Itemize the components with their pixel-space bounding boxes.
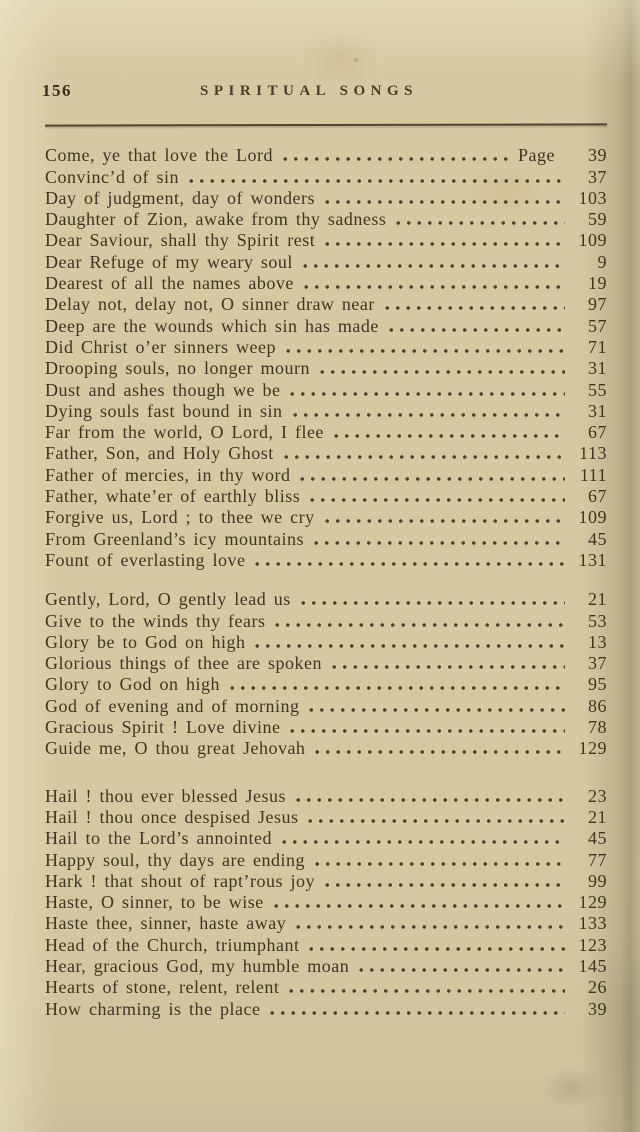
entry-title: Dying souls fast bound in sin [45,400,283,421]
entry-page-number: 145 [578,955,607,976]
index-section [45,145,607,571]
dot-leader [322,518,565,524]
entry-page-number: 67 [588,486,607,507]
index-entry [45,632,607,653]
index-entry [45,251,607,272]
entry-page-number: 86 [588,695,607,716]
entry-page-number: 21 [588,806,607,827]
entry-page-number: 53 [588,610,607,631]
entry-title: God of evening and of morning [45,695,300,716]
index-entry [45,956,607,977]
entry-title: Gently, Lord, O gently lead us [45,589,291,610]
index-entry [45,230,607,251]
entry-page-number: 21 [588,589,607,610]
dot-leader [279,839,565,845]
index-entry [45,379,607,400]
entry-title: From Greenland’s icy mountains [45,528,304,549]
entry-page-number: 129 [578,738,607,759]
entry-title: Did Christ o’er sinners weep [45,336,276,357]
entry-page-number: 19 [588,273,607,294]
dot-leader [298,600,565,606]
index-entry [45,913,607,934]
entry-title: Hearts of stone, relent, relent [45,977,280,998]
entry-page-number: 109 [578,230,607,251]
index-entry [45,717,607,738]
entry-page-number: 99 [588,870,607,891]
entry-page-number: 39 [588,998,607,1019]
entry-title: Dear Refuge of my weary soul [45,251,293,272]
index-entry [45,892,607,913]
entry-page-number: 59 [588,209,607,230]
dot-leader [356,967,565,973]
entry-page-number: 37 [588,166,607,187]
dot-leader [382,305,565,311]
dot-leader [301,284,565,290]
entry-title: Happy soul, thy days are ending [45,849,305,870]
dot-leader [290,412,565,418]
dot-leader [267,1010,565,1016]
index-entry [45,337,607,358]
dot-leader [331,433,565,439]
running-title: SPIRITUAL SONGS [200,83,418,99]
dot-leader [271,903,565,909]
entry-title: Dust and ashes though we be [45,379,281,400]
entry-title: Haste, O sinner, to be wise [45,892,264,913]
dot-leader [252,643,565,649]
dot-leader [393,220,565,226]
entry-title: Haste thee, sinner, haste away [45,913,287,934]
entry-title: Deep are the wounds which sin has made [45,315,379,336]
index-entry [45,443,607,464]
entry-title: Hail to the Lord’s annointed [45,828,272,849]
entry-page-number: 23 [588,785,607,806]
index-entry [45,977,607,998]
dot-leader [312,861,565,867]
index-entry [45,294,607,315]
index-section [45,589,607,759]
entry-page-number: 45 [588,828,607,849]
entry-title: Glory be to God on high [45,631,246,652]
index-entry [45,401,607,422]
dot-leader [322,199,565,205]
entry-title: Father, whate’er of earthly bliss [45,486,301,507]
dot-leader [306,707,565,713]
entry-page-number: 97 [588,294,607,315]
dot-leader [293,924,565,930]
index-entry [45,464,607,485]
entry-title: Hark ! that shout of rapt’rous joy [45,870,315,891]
entry-page-number: 57 [588,315,607,336]
dot-leader [186,178,565,184]
index-entry [45,358,607,379]
entry-page-number: 123 [578,934,607,955]
entry-title: Come, ye that love the Lord [45,145,273,166]
index-entry [45,507,607,528]
entry-page-number: 31 [588,400,607,421]
entry-title: Head of the Church, triumphant [45,934,300,955]
entry-title: Guide me, O thou great Jehovah [45,738,306,759]
entry-title: Give to the winds thy fears [45,610,266,631]
entry-title: Father of mercies, in thy word [45,464,291,485]
dot-leader [386,327,565,333]
entry-page-number: 113 [579,443,607,464]
index-entry [45,871,607,892]
entry-title: Hail ! thou once despised Jesus [45,806,299,827]
dot-leader [227,685,565,691]
dot-leader [283,348,565,354]
index-entry [45,315,607,336]
entry-title: How charming is the place [45,998,261,1019]
entry-page-number: 131 [578,549,607,570]
dot-leader [281,454,565,460]
dot-leader [287,391,565,397]
entry-page-number: 109 [578,507,607,528]
dot-leader [306,946,565,952]
dot-leader [322,882,565,888]
entry-page-number: 111 [579,464,607,485]
entry-title: Day of judgment, day of wonders [45,187,315,208]
entry-title: Daughter of Zion, awake from thy sadness [45,209,387,230]
index-entry [45,695,607,716]
folio-number: 156 [42,81,72,100]
entry-page-number: 26 [588,977,607,998]
entry-title: Dearest of all the names above [45,273,294,294]
entry-title: Hail ! thou ever blessed Jesus [45,785,286,806]
index-entry [45,998,607,1019]
index-entry [45,934,607,955]
dot-leader [293,797,565,803]
entry-title: Glorious things of thee are spoken [45,653,322,674]
entry-page-number: 37 [588,653,607,674]
index-entry [45,528,607,549]
entry-page-number: 78 [588,717,607,738]
header-rule [45,123,607,126]
index-entry [45,849,607,870]
dot-leader [329,664,565,670]
index-entry [45,589,607,610]
entry-page-number: 9 [597,251,607,272]
entry-title: Forgive us, Lord ; to thee we cry [45,507,315,528]
entry-page-number: 67 [588,422,607,443]
index-entry [45,145,607,166]
dot-leader [300,263,565,269]
index-entry [45,674,607,695]
index-entry [45,422,607,443]
entry-title: Delay not, delay not, O sinner draw near [45,294,375,315]
entry-title: Dear Saviour, shall thy Spirit rest [45,230,316,251]
index-list [45,145,607,1020]
entry-page-number: 55 [588,379,607,400]
entry-page-number: 133 [578,913,607,934]
entry-title: Far from the world, O Lord, I flee [45,422,324,443]
entry-title: Father, Son, and Holy Ghost [45,443,274,464]
entry-page-number: 71 [588,336,607,357]
index-entry [45,188,607,209]
page-header [42,81,607,101]
dot-leader [312,749,565,755]
dot-leader [307,497,565,503]
dot-leader [317,369,565,375]
dot-leader [286,988,565,994]
entry-title: Gracious Spirit ! Love divine [45,717,281,738]
dot-leader [305,818,565,824]
dot-leader [287,728,565,734]
entry-page-number: 129 [578,892,607,913]
entry-title: Glory to God on high [45,674,220,695]
entry-page-number: 45 [588,528,607,549]
entry-title: Drooping souls, no longer mourn [45,358,310,379]
index-entry [45,550,607,571]
index-entry [45,610,607,631]
index-entry [45,828,607,849]
dot-leader [272,622,565,628]
dot-leader [280,156,514,162]
index-section [45,785,607,1019]
entry-page-number: 95 [588,674,607,695]
entry-title: Hear, gracious God, my humble moan [45,955,350,976]
dot-leader [322,241,565,247]
index-entry [45,653,607,674]
entry-page-number: 31 [588,358,607,379]
dot-leader [311,540,565,546]
dot-leader [252,561,565,567]
page-column-label: Page [518,145,555,166]
dot-leader [297,476,565,482]
entry-page-number: 13 [588,631,607,652]
entry-page-number: 103 [578,187,607,208]
entry-title: Convinc’d of sin [45,166,179,187]
index-entry [45,807,607,828]
entry-page-number: 39 [588,145,607,166]
index-entry [45,738,607,759]
index-entry [45,209,607,230]
index-entry [45,785,607,806]
entry-title: Fount of everlasting love [45,549,246,570]
entry-page-number: 77 [588,849,607,870]
index-entry [45,273,607,294]
index-entry [45,166,607,187]
index-entry [45,486,607,507]
